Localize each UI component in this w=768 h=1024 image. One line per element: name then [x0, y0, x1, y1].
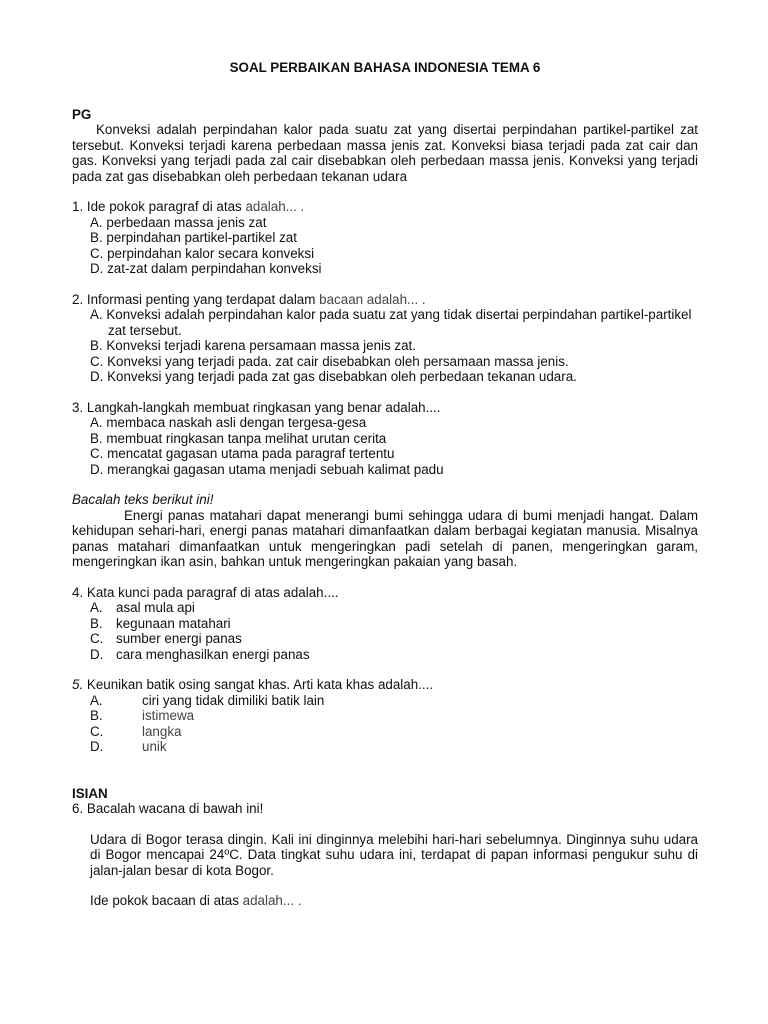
question-5-option-a: A. ciri yang tidak dimiliki batik lain — [90, 692, 325, 708]
question-2-option-d: D. Konveksi yang terjadi pada zat gas disebabkan oleh perbedaan tekanan udara. — [90, 369, 577, 384]
question-1-stem: 1. Ide pokok paragraf di atas adalah... . — [72, 199, 305, 214]
question-1-option-a: A. perbedaan massa jenis zat — [90, 214, 267, 230]
question-5-stem: 5. Keunikan batik osing sangat khas. Arti kata khas adalah.... — [72, 677, 434, 692]
question-2-option-c: C. Konveksi yang terjadi pada. zat cair disebabkan oleh persamaan massa jenis. — [90, 353, 569, 369]
question-3-stem: 3. Langkah-langkah membuat ringkasan yang benar adalah.... — [72, 399, 441, 415]
question-2-stem: 2. Informasi penting yang terdapat dalam bacaan adalah... . — [72, 291, 426, 307]
question-4-option-a: A. asal mula api — [90, 600, 195, 615]
question-5-option-c: C. langka — [90, 723, 182, 739]
passage-konveksi: Konveksi adalah perpindahan kalor pada suatu zat yang disertai perpindahan partikel-partikel zat tersebut. Konveksi terjadi karena perbedaan massa jenis zat. Konveksi biasa terjadi pada zat cair dan gas. Konveksi yang terjadi pada zal cair disebabkan oleh perbedaan massa jenis. Konveksi yang terjadi pada zat gas disebabkan oleh perbedaan tekanan udara — [72, 122, 698, 184]
question-4-option-b: B. kegunaan matahari — [90, 615, 231, 631]
question-3-option-d: D. merangkai gagasan utama menjadi sebuah kalimat padu — [90, 461, 444, 477]
question-1-option-d: D. zat-zat dalam perpindahan konveksi — [90, 261, 322, 276]
section-heading-isian: ISIAN — [72, 785, 108, 801]
question-3-option-b: B. membuat ringkasan tanpa melihat urutan cerita — [90, 430, 387, 446]
question-1-option-c: C. perpindahan kalor secara konveksi — [90, 245, 315, 261]
question-5-option-b: B. istimewa — [90, 708, 195, 723]
question-4-option-c: C. sumber energi panas — [90, 631, 242, 646]
question-4-stem: 4. Kata kunci pada paragraf di atas adalah.... — [72, 584, 339, 600]
passage-energi-panas: Energi panas matahari dapat menerangi bumi sehingga udara di bumi menjadi hangat. Dalam kehidupan sehari-hari, energi panas matahari dimanfaatkan dalam berbagai kegiatan manusia. Misalnya panas matahari dimanfaatkan untuk mengeringkan padi setelah di panen, mengeringkan garam, mengeringkan ikan asin, bahkan untuk mengeringkan pakaian yang basah. — [72, 507, 698, 569]
question-4-option-d: D. cara menghasilkan energi panas — [90, 646, 310, 662]
question-2-option-a: A. Konveksi adalah perpindahan kalor pada suatu zat yang tidak disertai perpindahan partikel-partikel zat tersebut. — [90, 307, 692, 338]
question-2-option-b: B. Konveksi terjadi karena persamaan massa jenis zat. — [90, 338, 416, 353]
page-title: SOAL PERBAIKAN BAHASA INDONESIA TEMA 6 — [229, 60, 541, 75]
reading-instruction: Bacalah teks berikut ini! — [72, 492, 214, 507]
question-6-prompt: Ide pokok bacaan di atas adalah... . — [90, 893, 302, 908]
question-3-option-c: C. mencatat gagasan utama pada paragraf tertentu — [90, 446, 395, 461]
question-6-stem: 6. Bacalah wacana di bawah ini! — [72, 801, 264, 816]
section-heading-pg: PG — [72, 106, 92, 122]
document-page — [72, 60, 698, 909]
passage-bogor: Udara di Bogor terasa dingin. Kali ini dinginnya melebihi hari-hari sebelumnya. Dinginnya suhu udara di Bogor mencapai 24ºC. Data tingkat suhu udara ini, terdapat di papan informasi pengukur suhu di jalan-jalan besar di kota Bogor. — [90, 831, 698, 878]
question-1-option-b: B. perpindahan partikel-partikel zat — [90, 230, 297, 245]
question-3-option-a: A. membaca naskah asli dengan tergesa-gesa — [90, 415, 367, 430]
question-5-option-d: D. unik — [90, 739, 167, 754]
